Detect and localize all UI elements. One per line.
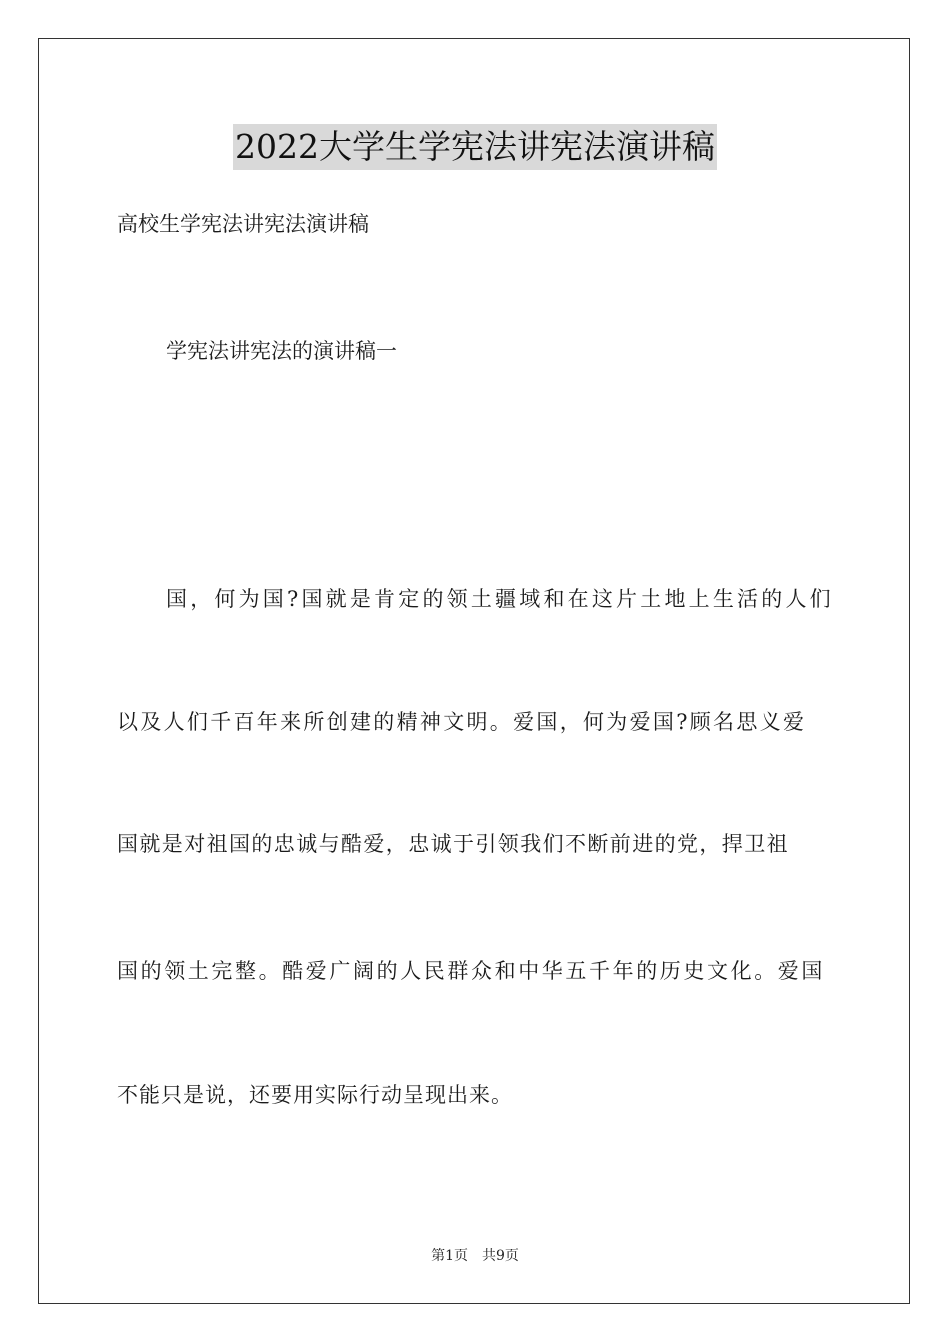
paragraph-line-3: 国就是对祖国的忠诚与酷爱，忠诚于引领我们不断前进的党，捍卫祖 [117,832,789,856]
document-subtitle: 高校生学宪法讲宪法演讲稿 [117,212,369,236]
paragraph-line-2: 以及人们千百年来所创建的精神文明。爱国，何为爱国?顾名思义爱 [117,710,807,734]
page-number-footer: 第1页 共9页 [431,1248,519,1264]
paragraph-line-1: 国，何为国?国就是肯定的领土疆域和在这片土地上生活的人们 [166,587,834,611]
section-heading: 学宪法讲宪法的演讲稿一 [166,339,397,363]
paragraph-line-5: 不能只是说，还要用实际行动呈现出来。 [117,1083,513,1107]
document-title: 2022大学生学宪法讲宪法演讲稿 [233,124,717,170]
paragraph-line-4: 国的领土完整。酷爱广阔的人民群众和中华五千年的历史文化。爱国 [117,959,825,983]
title-container [0,124,950,170]
